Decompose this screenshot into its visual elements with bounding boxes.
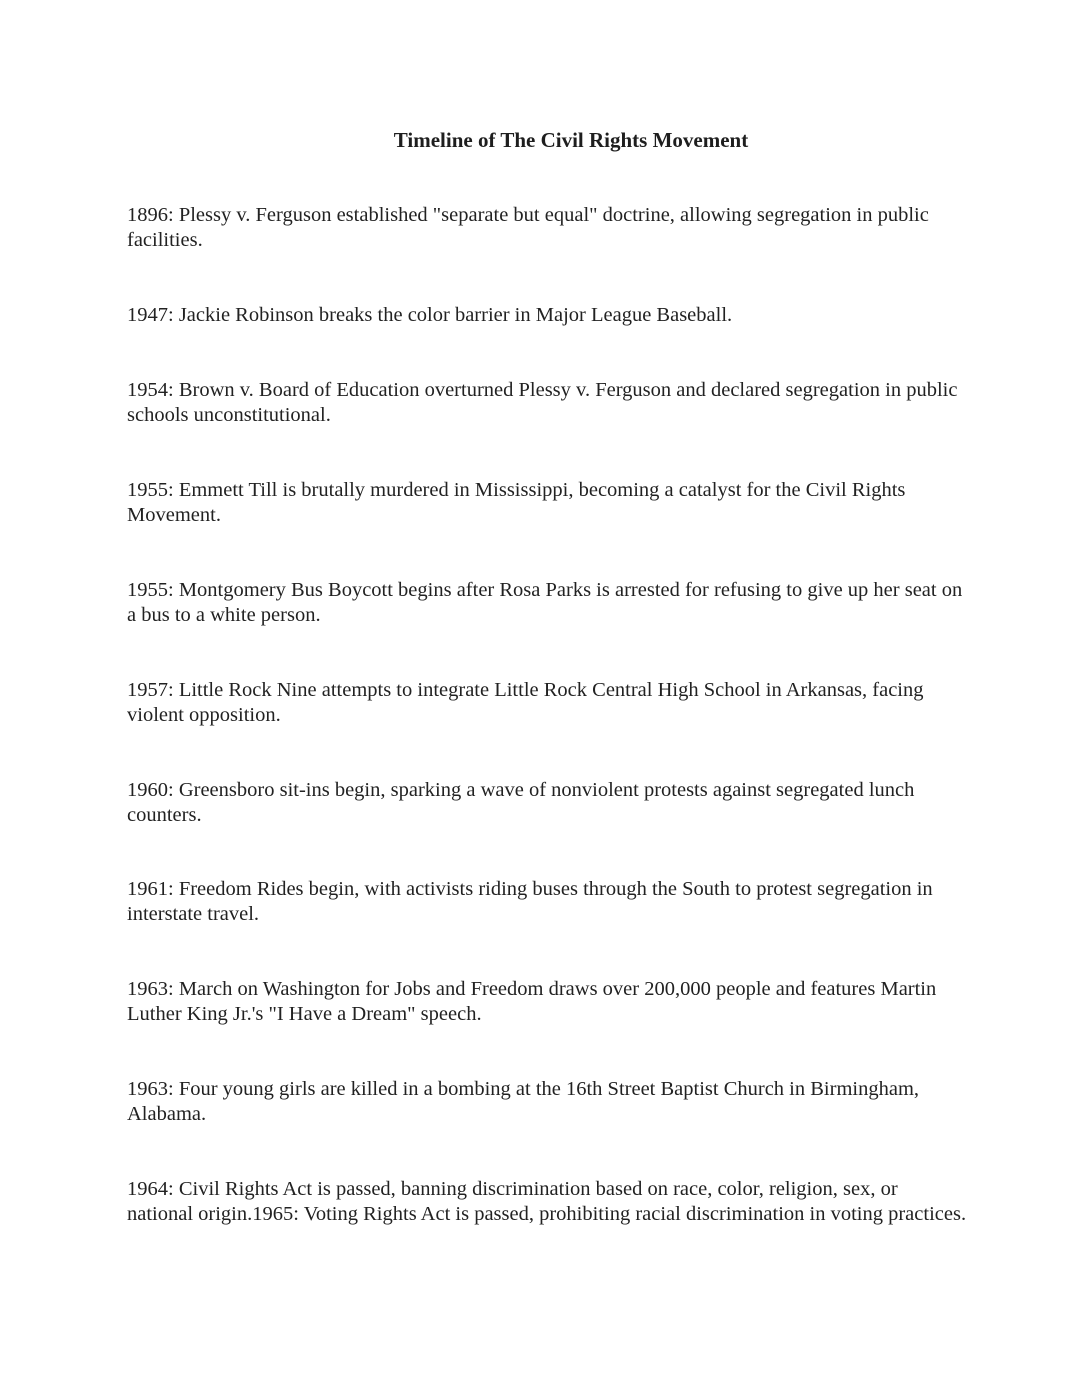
entry-text: Greensboro sit-ins begin, sparking a wave of nonviolent protests against segregated lunch counters.: [127, 779, 915, 826]
entry-text: Four young girls are killed in a bombing at the 16th Street Baptist Church in Birmingham, Alabama.: [127, 1078, 920, 1125]
entry-text: Civil Rights Act is passed, banning discrimination based on race, color, religion, sex, or national origin.1965: Voting Rights Act is passed, prohibiting racial discrimination in voting practices.: [127, 1178, 967, 1225]
timeline-entry: [127, 578, 967, 627]
entry-text: Little Rock Nine attempts to integrate Little Rock Central High School in Arkansas, facing violent opposition.: [127, 679, 924, 726]
timeline-entry: [127, 378, 967, 427]
timeline-entry: [127, 877, 967, 926]
entry-year: 1964 :: [127, 1178, 179, 1200]
entry-text: Freedom Rides begin, with activists riding buses through the South to protest segregation in interstate travel.: [127, 878, 933, 925]
entry-text: Emmett Till is brutally murdered in Mississippi, becoming a catalyst for the Civil Rights Movement.: [127, 479, 906, 526]
timeline-entry: [127, 678, 967, 727]
entry-year: 1896 :: [127, 204, 179, 226]
entry-year: 1954 :: [127, 379, 179, 401]
entry-year: 1955 :: [127, 479, 179, 501]
entry-year: 1947 :: [127, 304, 179, 326]
entry-text: Montgomery Bus Boycott begins after Rosa Parks is arrested for refusing to give up her seat on a bus to a white person.: [127, 579, 963, 626]
entry-year: 1960 :: [127, 779, 179, 801]
entry-text: Jackie Robinson breaks the color barrier in Major League Baseball.: [178, 304, 733, 326]
timeline-entry: [127, 778, 967, 827]
timeline-entry: [127, 478, 967, 527]
entry-year: 1963 :: [127, 1078, 179, 1100]
page-title: Timeline of The Civil Rights Movement: [393, 128, 749, 152]
entry-text: March on Washington for Jobs and Freedom draws over 200,000 people and features Martin Luther King Jr.'s "I Have a Dream" speech.: [127, 978, 937, 1025]
timeline-entry: [127, 977, 967, 1026]
entry-text: Plessy v. Ferguson established "separate but equal" doctrine, allowing segregation in public facilities.: [127, 204, 929, 251]
entry-year: 1957 :: [127, 679, 179, 701]
timeline-entry: [127, 1177, 967, 1226]
entry-year: 1963 :: [127, 978, 179, 1000]
entry-text: Brown v. Board of Education overturned Plessy v. Ferguson and declared segregation in public schools unconstitutional.: [127, 379, 958, 426]
entry-year: 1961 :: [127, 878, 179, 900]
timeline-entry: [127, 203, 967, 252]
timeline-entry: [127, 1077, 967, 1126]
timeline-entry: [127, 303, 967, 328]
entry-year: 1955 :: [127, 579, 179, 601]
